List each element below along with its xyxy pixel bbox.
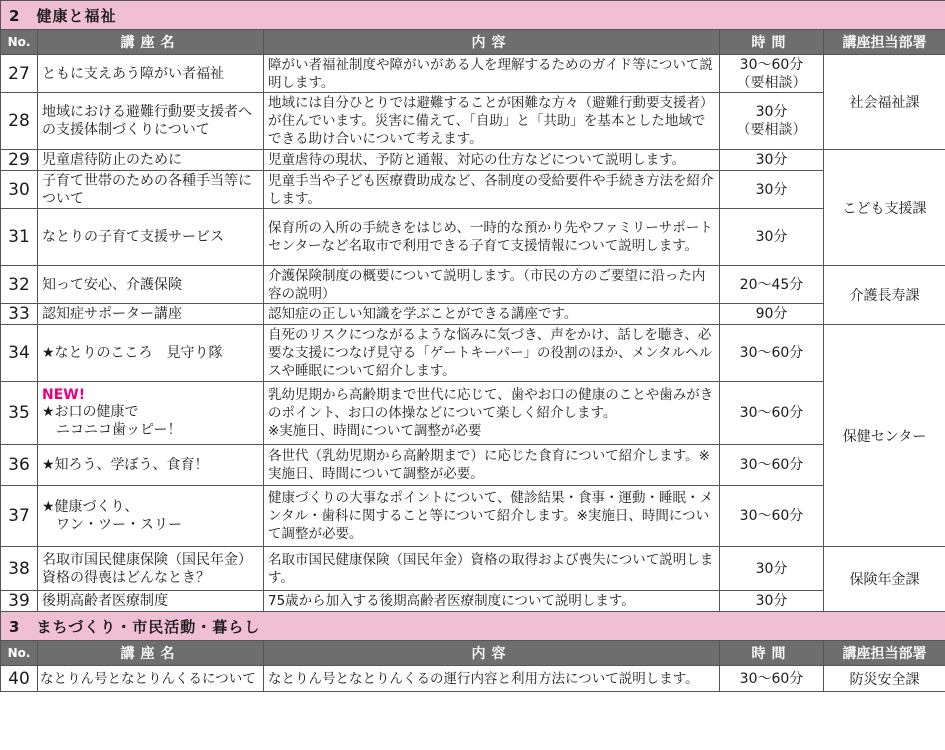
header-no: No.	[1, 641, 38, 666]
lecture-name: 後期高齢者医療制度	[38, 591, 264, 612]
lecture-name: 子育て世帯のための各種手当等について	[38, 171, 264, 209]
lecture-name: なとりの子育て支援サービス	[38, 209, 264, 266]
lecture-content: なとりん号となとりんくるの運行内容と利用方法について説明します。	[264, 666, 720, 692]
time-value: 30〜60分	[739, 56, 804, 73]
lecture-time: 30〜60分	[720, 382, 824, 445]
row-number: 36	[1, 445, 38, 486]
header-time: 時間	[720, 641, 824, 666]
lecture-name-line2: ニコニコ歯ッピー！	[56, 422, 182, 438]
lecture-content: 各世代（乳幼児期から高齢期まで）に応じた食育について紹介します。※実施日、時間について調整が必要。	[264, 445, 720, 486]
table-row	[1, 382, 945, 445]
row-number: 34	[1, 325, 38, 382]
table-row	[1, 486, 945, 547]
section-title-cell	[1, 612, 945, 641]
row-number: 28	[1, 93, 38, 150]
time-note: （要相談）	[736, 74, 807, 91]
lecture-content	[264, 382, 720, 445]
lecture-content: 自死のリスクにつながるような悩みに気づき、声をかけ、話しを聴き、必要な支援につなげ見守る「ゲートキーパー」の役割のほか、メンタルヘルスや睡眠について紹介します。	[264, 325, 720, 382]
lecture-content: 地域には自分ひとりでは避難することが困難な方々（避難行動要支援者）が住んでいます。災害に備えて、「自助」と「共助」を基本とした地域でできる助け合いについて考えます。	[264, 93, 720, 150]
lecture-name: ともに支えあう障がい者福祉	[38, 55, 264, 93]
table-row	[1, 304, 945, 325]
table-row	[1, 445, 945, 486]
table-row	[1, 547, 945, 591]
column-header-row	[1, 30, 945, 55]
lecture-time: 30分	[720, 547, 824, 591]
lecture-time: 30分	[720, 150, 824, 171]
section-number: 2	[9, 6, 21, 25]
row-number: 40	[1, 666, 38, 692]
table-row	[1, 209, 945, 266]
lecture-time: 30分	[720, 591, 824, 612]
header-dept: 講座担当部署	[824, 30, 945, 55]
section-header	[1, 1, 945, 30]
lecture-content: 名取市国民健康保険（国民年金）資格の取得および喪失について説明します。	[264, 547, 720, 591]
lecture-content-text: 乳幼児期から高齢期まで世代に応じて、歯やお口の健康のことや歯みがきのポイント、お口の体操などについて楽しく紹介します。	[268, 387, 714, 421]
lecture-time: 30〜60分	[720, 325, 824, 382]
lecture-time: 30分	[720, 209, 824, 266]
header-no: No.	[1, 30, 38, 55]
lecture-name: 認知症サポーター講座	[38, 304, 264, 325]
table-row	[1, 266, 945, 304]
lecture-content: 児童手当や子ども医療費助成など、各制度の受給要件や手続き方法を紹介します。	[264, 171, 720, 209]
lecture-content-note: ※実施日、時間について調整が必要	[268, 423, 482, 439]
table-row	[1, 666, 945, 692]
department-cell: こども支援課	[824, 150, 945, 266]
lecture-time: 90分	[720, 304, 824, 325]
column-header-row	[1, 641, 945, 666]
table-row	[1, 325, 945, 382]
lecture-name: 地域における避難行動要支援者への支援体制づくりについて	[38, 93, 264, 150]
row-number: 32	[1, 266, 38, 304]
table-row	[1, 171, 945, 209]
time-note: （要相談）	[736, 122, 807, 138]
lecture-time	[720, 55, 824, 93]
header-content: 内容	[264, 30, 720, 55]
lecture-name-line1: ★健康づくり、	[42, 499, 139, 515]
header-dept: 講座担当部署	[824, 641, 945, 666]
lecture-content: 75歳から加入する後期高齢者医療制度について説明します。	[264, 591, 720, 612]
lecture-name: 児童虐待防止のために	[38, 150, 264, 171]
lecture-time: 30〜60分	[720, 445, 824, 486]
section-title: 健康と福祉	[36, 6, 117, 25]
department-cell: 防災安全課	[824, 666, 945, 692]
row-number: 37	[1, 486, 38, 547]
lecture-name: ★知ろう、学ぼう、食育！	[38, 445, 264, 486]
header-content: 内容	[264, 641, 720, 666]
lecture-name: なとりん号となとりんくるについて	[38, 666, 264, 692]
row-number: 29	[1, 150, 38, 171]
lecture-name: 知って安心、介護保険	[38, 266, 264, 304]
lecture-content: 介護保険制度の概要について説明します。（市民の方のご要望に沿った内容の説明）	[264, 266, 720, 304]
lecture-name-line2: ワン・ツー・スリー	[56, 517, 182, 533]
time-value: 30分	[755, 104, 788, 120]
lecture-content: 児童虐待の現状、予防と通報、対応の仕方などについて説明します。	[264, 150, 720, 171]
section-title: まちづくり・市民活動・暮らし	[36, 617, 261, 636]
new-badge: NEW!	[42, 387, 86, 403]
table-row	[1, 93, 945, 150]
lecture-time: 30〜60分	[720, 666, 824, 692]
department-cell: 社会福祉課	[824, 55, 945, 150]
row-number: 30	[1, 171, 38, 209]
section-title-cell	[1, 1, 945, 30]
section-number: 3	[9, 617, 21, 636]
table-row	[1, 150, 945, 171]
lecture-time	[720, 93, 824, 150]
lecture-name-line1: ★お口の健康で	[42, 404, 139, 420]
row-number: 39	[1, 591, 38, 612]
lecture-name: 名取市国民健康保険（国民年金）資格の得喪はどんなとき？	[38, 547, 264, 591]
section-header	[1, 612, 945, 641]
department-cell: 保健センター	[824, 325, 945, 547]
table-row	[1, 591, 945, 612]
header-name: 講座名	[38, 641, 264, 666]
department-cell: 保険年金課	[824, 547, 945, 612]
lecture-content: 保育所の入所の手続きをはじめ、一時的な預かり先やファミリーサポートセンターなど名取市で利用できる子育て支援情報について説明します。	[264, 209, 720, 266]
department-cell: 介護長寿課	[824, 266, 945, 325]
lecture-time: 30〜60分	[720, 486, 824, 547]
row-number: 31	[1, 209, 38, 266]
header-name: 講座名	[38, 30, 264, 55]
lecture-time: 20〜45分	[720, 266, 824, 304]
lecture-content: 認知症の正しい知識を学ぶことができる講座です。	[264, 304, 720, 325]
table-row	[1, 55, 945, 93]
lecture-name	[38, 382, 264, 445]
row-number: 27	[1, 55, 38, 93]
header-time: 時間	[720, 30, 824, 55]
row-number: 38	[1, 547, 38, 591]
lecture-content: 健康づくりの大事なポイントについて、健診結果・食事・運動・睡眠・メンタル・歯科に関すること等について紹介します。※実施日、時間について調整が必要。	[264, 486, 720, 547]
row-number: 33	[1, 304, 38, 325]
lecture-content: 障がい者福祉制度や障がいがある人を理解するためのガイド等について説明します。	[264, 55, 720, 93]
lecture-name	[38, 486, 264, 547]
lecture-time: 30分	[720, 171, 824, 209]
lecture-name: ★なとりのこころ 見守り隊	[38, 325, 264, 382]
row-number: 35	[1, 382, 38, 445]
